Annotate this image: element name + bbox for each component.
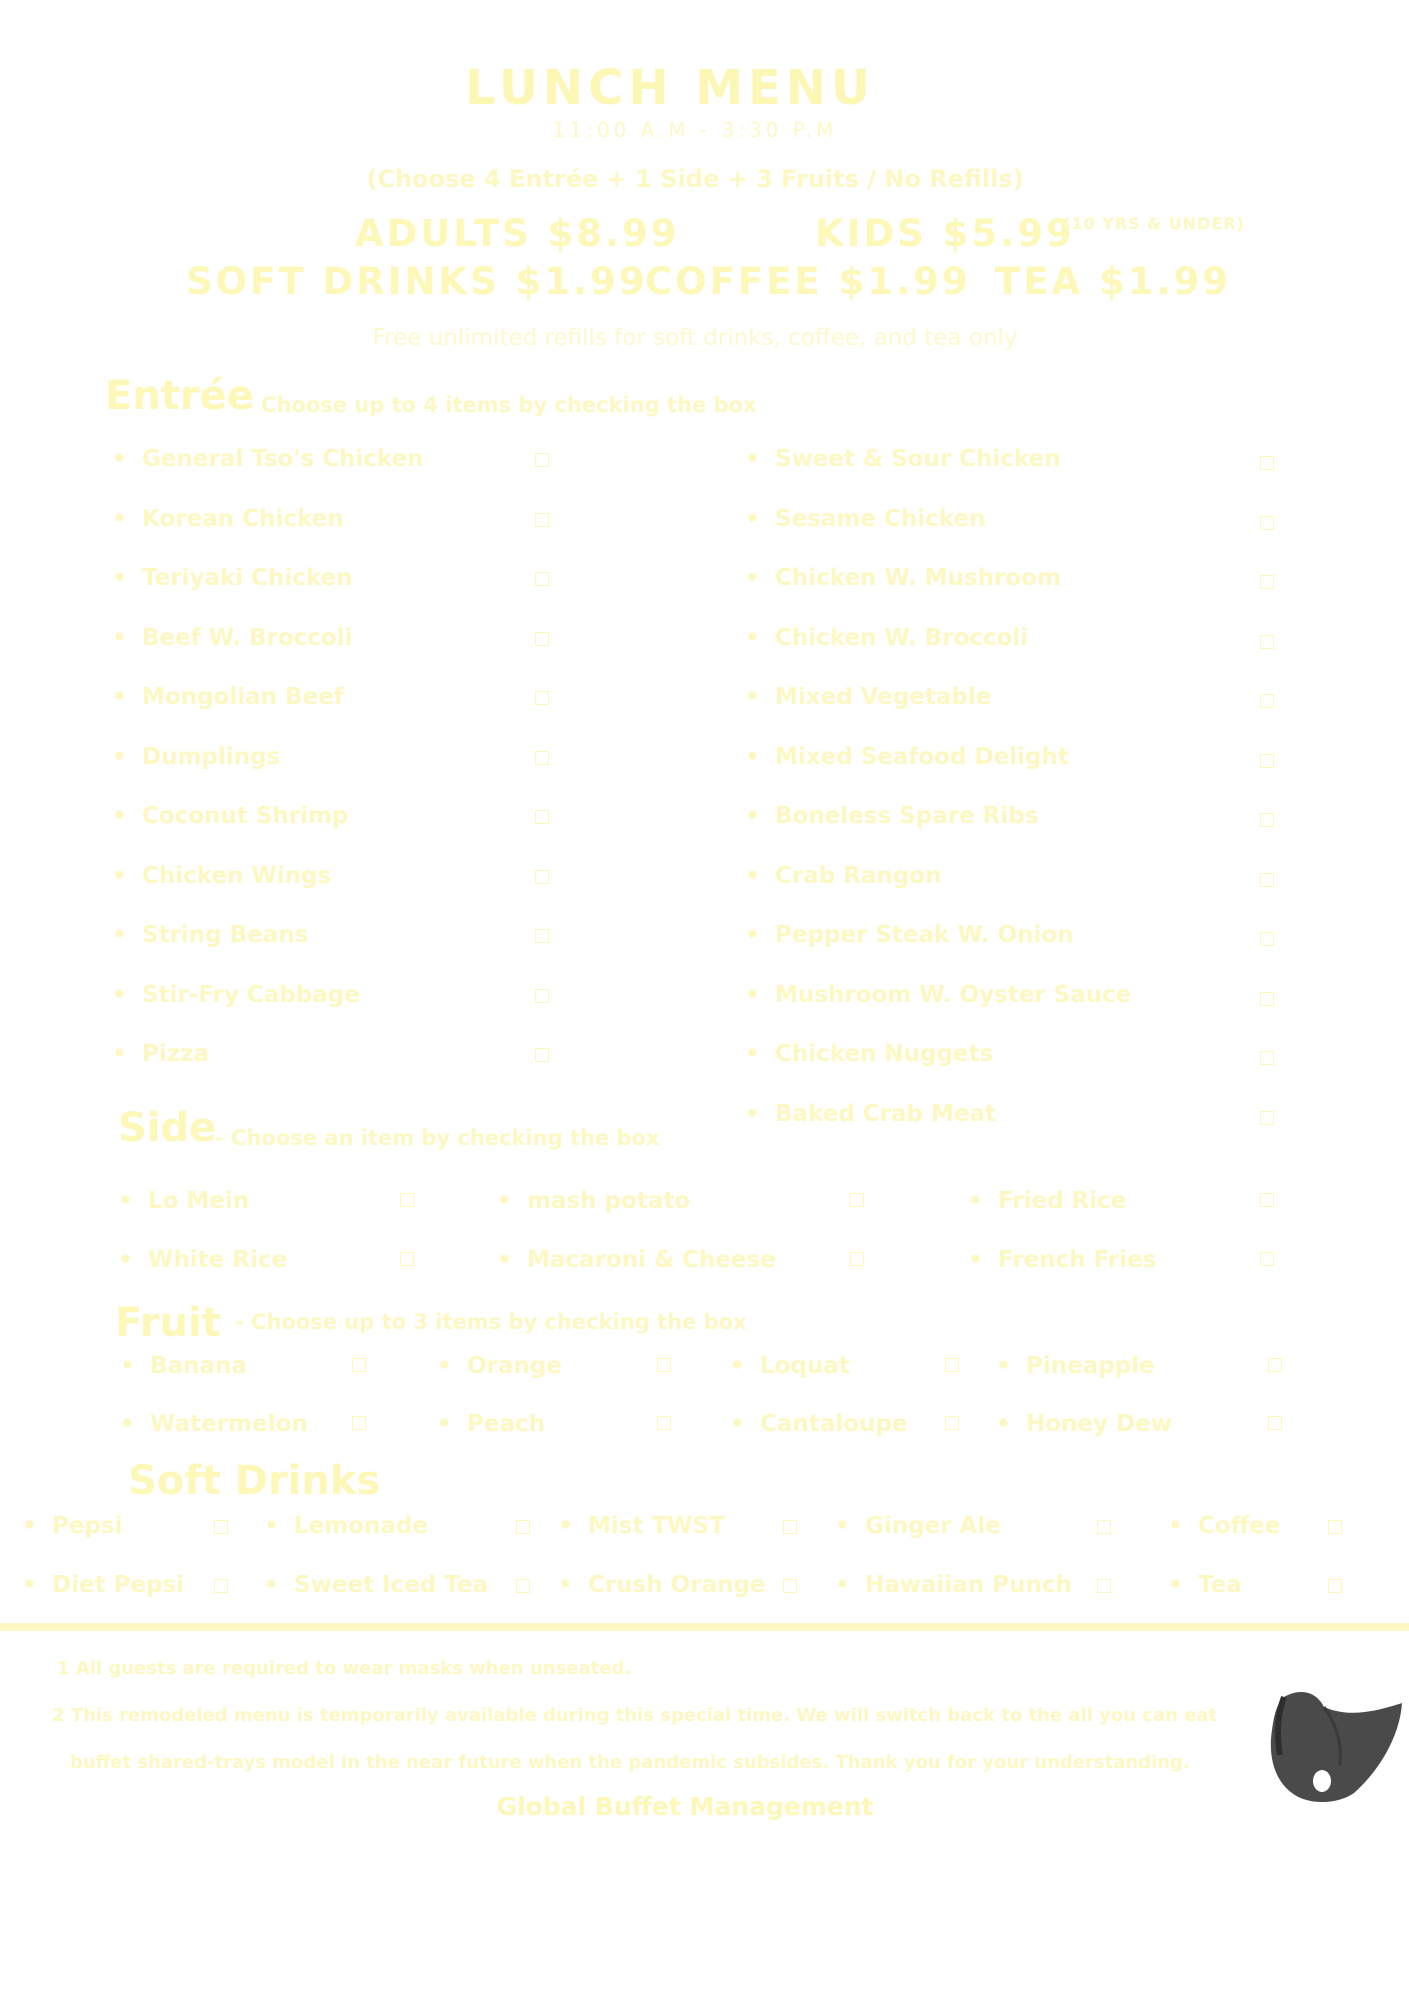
item-checkbox[interactable] bbox=[783, 1579, 797, 1593]
bullet-icon: • bbox=[112, 743, 127, 770]
item-label: Banana bbox=[150, 1353, 247, 1379]
side-item bbox=[968, 1188, 1126, 1214]
item-label: Baked Crab Meat bbox=[775, 1100, 997, 1127]
item-checkbox[interactable] bbox=[535, 870, 549, 884]
bullet-icon: • bbox=[112, 803, 127, 829]
item-label: Lo Mein bbox=[148, 1188, 250, 1214]
bullet-icon: • bbox=[745, 684, 760, 710]
bullet-icon: • bbox=[745, 624, 760, 651]
item-checkbox[interactable] bbox=[1260, 754, 1274, 768]
item-checkbox[interactable] bbox=[214, 1520, 228, 1534]
item-label: Lemonade bbox=[294, 1513, 428, 1539]
bullet-icon: • bbox=[1168, 1572, 1183, 1598]
item-checkbox[interactable] bbox=[1268, 1358, 1282, 1372]
item-label: Mongolian Beef bbox=[142, 684, 344, 710]
item-checkbox[interactable] bbox=[1260, 575, 1274, 589]
entree-item bbox=[745, 565, 1061, 591]
item-checkbox[interactable] bbox=[400, 1252, 414, 1266]
fruit-item bbox=[120, 1411, 308, 1437]
item-checkbox[interactable] bbox=[516, 1520, 530, 1534]
item-label: Sweet & Sour Chicken bbox=[775, 446, 1061, 472]
entree-item bbox=[745, 803, 1038, 829]
drink-item bbox=[558, 1572, 766, 1598]
bullet-icon: • bbox=[112, 446, 127, 472]
item-checkbox[interactable] bbox=[783, 1520, 797, 1534]
item-label: Peach bbox=[467, 1411, 545, 1437]
item-checkbox[interactable] bbox=[352, 1358, 366, 1372]
drink-item bbox=[264, 1572, 488, 1598]
item-checkbox[interactable] bbox=[945, 1416, 959, 1430]
bullet-icon: • bbox=[730, 1411, 745, 1437]
soft-drinks-title: Soft Drinks bbox=[128, 1458, 381, 1504]
entree-item bbox=[112, 922, 308, 948]
remodel-note-line1: 2 This remodeled menu is temporarily available during this special time. We will switch back to the all you can eat bbox=[52, 1705, 1218, 1726]
side-item bbox=[497, 1247, 776, 1273]
kids-age-note: (10 YRS & UNDER) bbox=[1063, 214, 1245, 233]
item-label: Mist TWST bbox=[588, 1513, 725, 1539]
soft-drinks-price: SOFT DRINKS $1.99 bbox=[186, 260, 648, 303]
fruit-item bbox=[996, 1411, 1172, 1437]
item-label: Coffee bbox=[1198, 1513, 1281, 1539]
item-label: Pizza bbox=[142, 1041, 210, 1067]
item-checkbox[interactable] bbox=[535, 1048, 549, 1062]
entree-item bbox=[112, 684, 344, 710]
item-label: Pepsi bbox=[52, 1513, 123, 1539]
entree-item bbox=[745, 684, 991, 710]
drink-item bbox=[264, 1513, 428, 1539]
item-label: Watermelon bbox=[150, 1411, 308, 1437]
bullet-icon: • bbox=[968, 1188, 983, 1214]
entree-item bbox=[745, 1101, 996, 1127]
side-item bbox=[497, 1188, 690, 1214]
item-checkbox[interactable] bbox=[850, 1252, 864, 1266]
item-checkbox[interactable] bbox=[945, 1358, 959, 1372]
bullet-icon: • bbox=[112, 505, 127, 532]
item-checkbox[interactable] bbox=[516, 1579, 530, 1593]
item-checkbox[interactable] bbox=[535, 989, 549, 1003]
item-label: Chicken W. Broccoli bbox=[775, 624, 1029, 651]
entree-item bbox=[745, 506, 985, 532]
item-checkbox[interactable] bbox=[850, 1193, 864, 1207]
bullet-icon: • bbox=[745, 981, 760, 1008]
menu-title: LUNCH MENU bbox=[465, 60, 875, 116]
item-label: Loquat bbox=[760, 1353, 850, 1379]
mask-note: 1 All guests are required to wear masks when unseated. bbox=[57, 1658, 632, 1679]
fruit-item bbox=[996, 1353, 1155, 1379]
item-label: Dumplings bbox=[142, 743, 281, 770]
bullet-icon: • bbox=[745, 565, 760, 591]
item-label: Boneless Spare Ribs bbox=[775, 803, 1039, 829]
entree-item bbox=[745, 982, 1131, 1008]
fruit-title: Fruit bbox=[115, 1300, 221, 1346]
item-checkbox[interactable] bbox=[214, 1579, 228, 1593]
entree-note: - Choose up to 4 items by checking the box bbox=[245, 393, 757, 417]
item-checkbox[interactable] bbox=[535, 751, 549, 765]
item-label: Beef W. Broccoli bbox=[142, 624, 353, 651]
side-item bbox=[118, 1247, 287, 1273]
bullet-icon: • bbox=[264, 1572, 279, 1598]
item-checkbox[interactable] bbox=[1260, 456, 1274, 470]
entree-item bbox=[112, 565, 353, 591]
choose-rule: (Choose 4 Entrée + 1 Side + 3 Fruits / No Refills) bbox=[366, 165, 1024, 193]
entree-item bbox=[112, 625, 353, 651]
item-label: Diet Pepsi bbox=[52, 1572, 185, 1598]
entree-item bbox=[112, 446, 424, 472]
drink-item bbox=[558, 1513, 725, 1539]
item-checkbox[interactable] bbox=[535, 572, 549, 586]
item-label: White Rice bbox=[148, 1247, 288, 1273]
menu-hours: 11:00 A.M - 3:30 P.M bbox=[552, 118, 838, 142]
bullet-icon: • bbox=[118, 1188, 133, 1214]
item-label: mash potato bbox=[527, 1188, 691, 1214]
bullet-icon: • bbox=[497, 1188, 512, 1214]
entree-item bbox=[112, 506, 344, 532]
bullet-icon: • bbox=[745, 446, 760, 472]
entree-item bbox=[112, 1041, 209, 1067]
bullet-icon: • bbox=[112, 565, 127, 591]
entree-title: Entrée bbox=[105, 373, 254, 419]
item-label: Mixed Vegetable bbox=[775, 684, 992, 710]
drink-item bbox=[1168, 1513, 1281, 1539]
item-label: Pineapple bbox=[1026, 1353, 1155, 1379]
item-label: Pepper Steak W. Onion bbox=[775, 922, 1074, 948]
item-label: Stir-Fry Cabbage bbox=[142, 981, 360, 1008]
entree-item bbox=[745, 1041, 993, 1067]
item-label: String Beans bbox=[142, 922, 309, 948]
item-checkbox[interactable] bbox=[1260, 1193, 1274, 1207]
bullet-icon: • bbox=[112, 981, 127, 1008]
item-checkbox[interactable] bbox=[1260, 516, 1274, 530]
item-label: Ginger Ale bbox=[865, 1513, 1001, 1539]
entree-item bbox=[112, 982, 360, 1008]
item-checkbox[interactable] bbox=[1260, 694, 1274, 708]
item-checkbox[interactable] bbox=[1260, 813, 1274, 827]
bullet-icon: • bbox=[112, 862, 127, 889]
item-checkbox[interactable] bbox=[657, 1416, 671, 1430]
item-label: Orange bbox=[467, 1353, 562, 1379]
bullet-icon: • bbox=[745, 862, 760, 889]
item-label: Tea bbox=[1198, 1572, 1242, 1598]
entree-item bbox=[745, 625, 1028, 651]
entree-item bbox=[745, 744, 1069, 770]
item-label: Honey Dew bbox=[1026, 1411, 1172, 1437]
item-checkbox[interactable] bbox=[400, 1193, 414, 1207]
item-label: Sweet Iced Tea bbox=[294, 1572, 489, 1598]
item-label: Sesame Chicken bbox=[775, 505, 986, 532]
bullet-icon: • bbox=[120, 1353, 135, 1379]
item-checkbox[interactable] bbox=[535, 513, 549, 527]
bullet-icon: • bbox=[264, 1513, 279, 1539]
item-checkbox[interactable] bbox=[1260, 932, 1274, 946]
bullet-icon: • bbox=[745, 505, 760, 532]
item-label: Korean Chicken bbox=[142, 505, 344, 532]
item-checkbox[interactable] bbox=[1260, 1111, 1274, 1125]
item-checkbox[interactable] bbox=[1097, 1520, 1111, 1534]
bullet-icon: • bbox=[835, 1513, 850, 1539]
bullet-icon: • bbox=[745, 1100, 760, 1127]
refill-note: Free unlimited refills for soft drinks, coffee, and tea only bbox=[372, 325, 1018, 351]
item-checkbox[interactable] bbox=[1260, 992, 1274, 1006]
item-label: Mixed Seafood Delight bbox=[775, 743, 1069, 770]
drink-item bbox=[22, 1513, 123, 1539]
item-label: General Tso's Chicken bbox=[142, 446, 424, 472]
face-mask-icon bbox=[1262, 1685, 1406, 1807]
bullet-icon: • bbox=[835, 1572, 850, 1598]
bullet-icon: • bbox=[112, 922, 127, 948]
bullet-icon: • bbox=[745, 1041, 760, 1067]
bullet-icon: • bbox=[118, 1247, 133, 1273]
bullet-icon: • bbox=[112, 624, 127, 651]
entree-item bbox=[745, 922, 1074, 948]
bullet-icon: • bbox=[996, 1411, 1011, 1437]
item-checkbox[interactable] bbox=[1260, 1051, 1274, 1065]
bullet-icon: • bbox=[120, 1411, 135, 1437]
footer-divider bbox=[0, 1623, 1409, 1631]
item-label: Chicken Nuggets bbox=[775, 1041, 994, 1067]
item-label: Teriyaki Chicken bbox=[142, 565, 353, 591]
item-checkbox[interactable] bbox=[657, 1358, 671, 1372]
entree-item bbox=[745, 863, 941, 889]
entree-item bbox=[745, 446, 1061, 472]
bullet-icon: • bbox=[730, 1353, 745, 1379]
side-title: Side bbox=[118, 1105, 217, 1151]
item-label: Chicken Wings bbox=[142, 862, 332, 889]
entree-item bbox=[112, 744, 280, 770]
bullet-icon: • bbox=[112, 684, 127, 710]
fruit-item bbox=[437, 1353, 562, 1379]
entree-item bbox=[112, 863, 331, 889]
fruit-note: - Choose up to 3 items by checking the box bbox=[235, 1310, 747, 1334]
bullet-icon: • bbox=[558, 1513, 573, 1539]
fruit-item bbox=[120, 1353, 247, 1379]
bullet-icon: • bbox=[745, 803, 760, 829]
item-label: Crush Orange bbox=[588, 1572, 766, 1598]
item-checkbox[interactable] bbox=[1268, 1416, 1282, 1430]
kids-price: KIDS $5.99 bbox=[815, 212, 1075, 255]
management-signature: Global Buffet Management bbox=[496, 1792, 874, 1821]
fruit-item bbox=[437, 1411, 545, 1437]
item-checkbox[interactable] bbox=[1328, 1520, 1342, 1534]
item-checkbox[interactable] bbox=[352, 1416, 366, 1430]
drink-item bbox=[1168, 1572, 1242, 1598]
item-label: Cantaloupe bbox=[760, 1411, 908, 1437]
item-checkbox[interactable] bbox=[535, 632, 549, 646]
item-checkbox[interactable] bbox=[1097, 1579, 1111, 1593]
item-label: Fried Rice bbox=[998, 1188, 1127, 1214]
item-checkbox[interactable] bbox=[535, 810, 549, 824]
bullet-icon: • bbox=[437, 1353, 452, 1379]
bullet-icon: • bbox=[968, 1247, 983, 1273]
fruit-item bbox=[730, 1353, 850, 1379]
bullet-icon: • bbox=[745, 922, 760, 948]
bullet-icon: • bbox=[558, 1572, 573, 1598]
side-item bbox=[118, 1188, 249, 1214]
bullet-icon: • bbox=[996, 1353, 1011, 1379]
item-label: Hawaiian Punch bbox=[865, 1572, 1072, 1598]
item-checkbox[interactable] bbox=[1260, 873, 1274, 887]
item-label: Crab Rangon bbox=[775, 862, 942, 889]
item-label: French Fries bbox=[998, 1247, 1157, 1273]
drink-item bbox=[835, 1572, 1072, 1598]
fruit-item bbox=[730, 1411, 907, 1437]
bullet-icon: • bbox=[1168, 1513, 1183, 1539]
item-checkbox[interactable] bbox=[535, 929, 549, 943]
tea-price: TEA $1.99 bbox=[995, 260, 1232, 303]
item-checkbox[interactable] bbox=[535, 691, 549, 705]
drink-item bbox=[835, 1513, 1001, 1539]
bullet-icon: • bbox=[437, 1411, 452, 1437]
entree-item bbox=[112, 803, 348, 829]
side-note: - Choose an item by checking the box bbox=[215, 1126, 660, 1150]
adults-price: ADULTS $8.99 bbox=[355, 212, 680, 255]
bullet-icon: • bbox=[22, 1513, 37, 1539]
item-label: Chicken W. Mushroom bbox=[775, 565, 1061, 591]
item-checkbox[interactable] bbox=[1260, 635, 1274, 649]
bullet-icon: • bbox=[745, 743, 760, 770]
item-checkbox[interactable] bbox=[1328, 1579, 1342, 1593]
bullet-icon: • bbox=[112, 1041, 127, 1067]
drink-item bbox=[22, 1572, 184, 1598]
item-label: Mushroom W. Oyster Sauce bbox=[775, 981, 1132, 1008]
coffee-price: COFFEE $1.99 bbox=[645, 260, 971, 303]
item-label: Coconut Shrimp bbox=[142, 803, 349, 829]
item-label: Macaroni & Cheese bbox=[527, 1247, 776, 1273]
remodel-note-line2: buffet shared-trays model in the near future when the pandemic subsides. Thank you for your understanding. bbox=[70, 1752, 1190, 1773]
bullet-icon: • bbox=[497, 1247, 512, 1273]
item-checkbox[interactable] bbox=[1260, 1252, 1274, 1266]
side-item bbox=[968, 1247, 1156, 1273]
item-checkbox[interactable] bbox=[535, 453, 549, 467]
bullet-icon: • bbox=[22, 1572, 37, 1598]
